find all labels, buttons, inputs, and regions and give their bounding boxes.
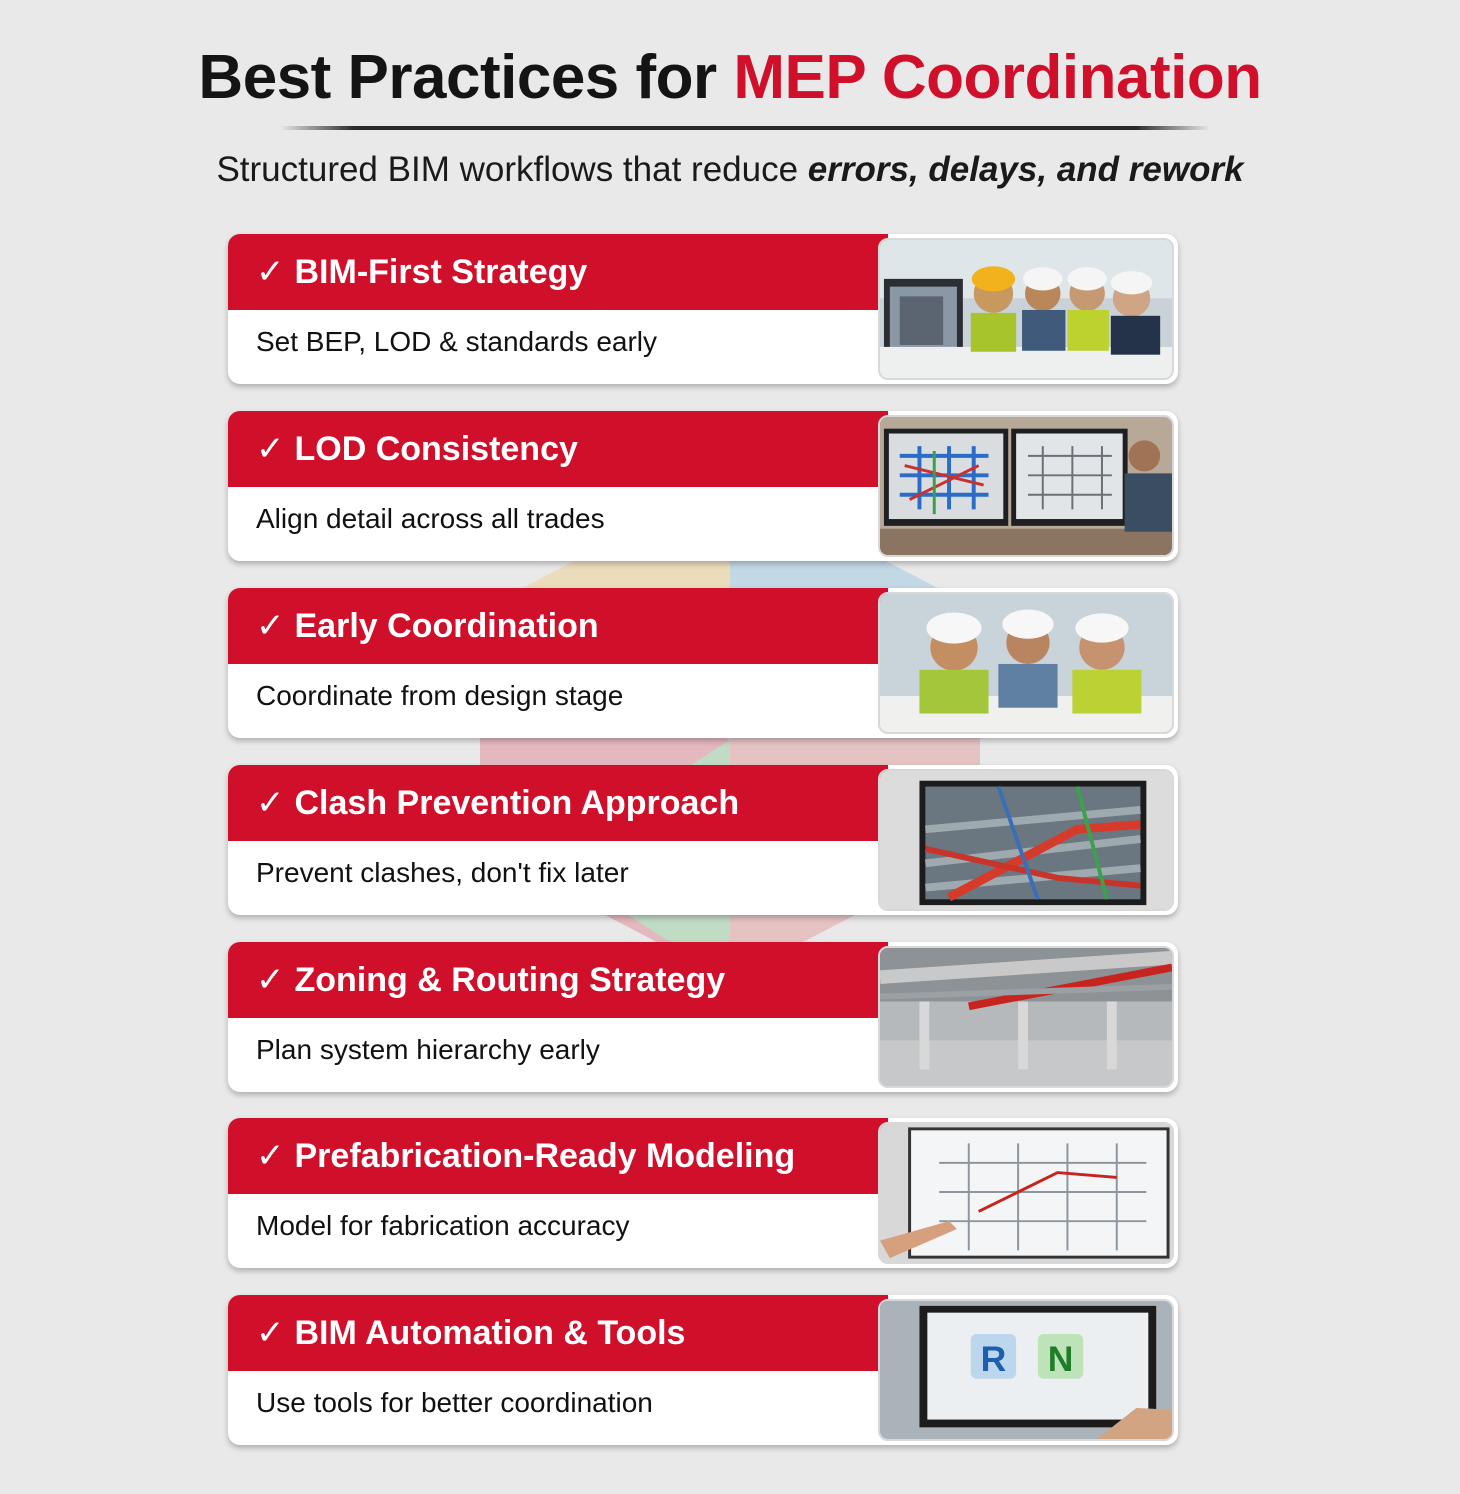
checkmark-icon: ✓ <box>256 784 285 822</box>
card-description: Set BEP, LOD & standards early <box>256 326 658 357</box>
title-accent: MEP Coordination <box>733 43 1262 112</box>
card-title: Prefabrication-Ready Modeling <box>294 1136 796 1175</box>
practice-card-prefabrication <box>228 1118 1178 1268</box>
card-title-band <box>228 234 888 310</box>
card-description: Plan system hierarchy early <box>256 1034 600 1065</box>
card-title: BIM-First Strategy <box>294 252 588 291</box>
checkmark-icon: ✓ <box>256 1137 285 1175</box>
card-title-band <box>228 765 888 841</box>
card-title-band <box>228 942 888 1018</box>
card-title-band <box>228 411 888 487</box>
monitors-photo <box>878 415 1174 557</box>
subtitle-plain: Structured BIM workflows that reduce <box>216 150 808 189</box>
card-description: Model for fabrication accuracy <box>256 1210 630 1241</box>
card-title-band <box>228 588 888 664</box>
engineers-drawings-photo <box>878 592 1174 734</box>
practice-card-lod <box>228 411 1178 561</box>
practice-card-clash-prevention <box>228 765 1178 915</box>
card-title: Early Coordination <box>294 606 599 645</box>
practice-card-zoning-routing <box>228 942 1178 1092</box>
card-title-band <box>228 1295 888 1371</box>
laptop-tools-photo <box>878 1299 1174 1441</box>
checkmark-icon: ✓ <box>256 253 285 291</box>
checkmark-icon: ✓ <box>256 961 285 999</box>
page-subtitle <box>0 150 1460 190</box>
subtitle-emphasis: errors, delays, and rework <box>807 150 1244 189</box>
mep-model-photo <box>878 769 1174 911</box>
page-title <box>0 42 1460 113</box>
card-title-band <box>228 1118 888 1194</box>
card-description: Coordinate from design stage <box>256 680 624 711</box>
fabrication-model-photo <box>878 1122 1174 1264</box>
r-app-icon: R <box>980 1340 1007 1379</box>
engineers-photo <box>878 238 1174 380</box>
card-description: Prevent clashes, don't fix later <box>256 857 629 888</box>
practice-card-bim-first <box>228 234 1178 384</box>
practice-card-early-coordination <box>228 588 1178 738</box>
title-main: Best Practices for <box>198 43 734 112</box>
card-title: Zoning & Routing Strategy <box>294 960 726 999</box>
checkmark-icon: ✓ <box>256 1314 285 1352</box>
ceiling-services-photo <box>878 946 1174 1088</box>
title-divider <box>280 126 1210 130</box>
card-description: Align detail across all trades <box>256 503 605 534</box>
checkmark-icon: ✓ <box>256 430 285 468</box>
card-title: LOD Consistency <box>294 429 578 468</box>
practice-card-automation-tools <box>228 1295 1178 1445</box>
card-description: Use tools for better coordination <box>256 1387 653 1418</box>
checkmark-icon: ✓ <box>256 607 285 645</box>
n-app-icon: N <box>1047 1340 1074 1379</box>
card-title: Clash Prevention Approach <box>294 783 740 822</box>
card-title: BIM Automation & Tools <box>294 1313 686 1352</box>
